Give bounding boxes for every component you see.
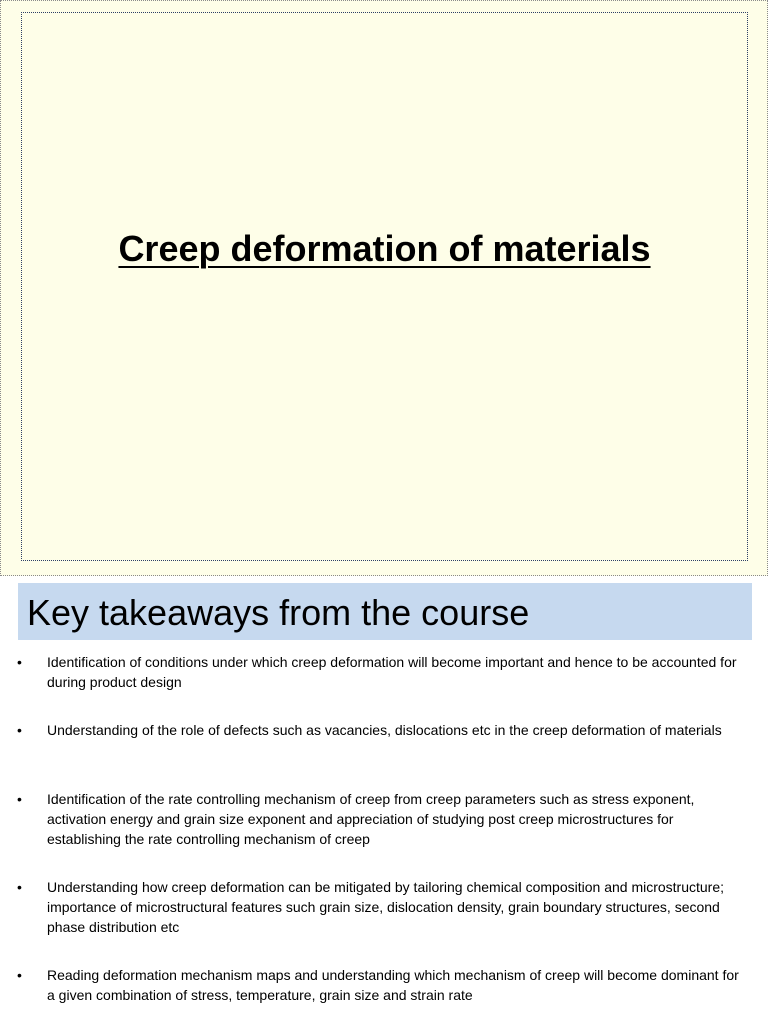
section-heading-banner <box>18 583 752 640</box>
list-item-text: Understanding of the role of defects such as vacancies, dislocations etc in the creep deformation of materials <box>47 722 722 738</box>
list-item-text: Identification of the rate controlling mechanism of creep from creep parameters such as stress exponent, activation energy and grain size exponent and appreciation of studying post creep microstructures for establishing the rate controlling mechanism of creep <box>47 791 695 847</box>
list-item-text: Identification of conditions under which creep deformation will become important and hence to be accounted for during product design <box>47 654 737 690</box>
list-item-text: Understanding how creep deformation can be mitigated by tailoring chemical composition and microstructure; importance of microstructural features such grain size, dislocation density, grain boundary structures, second phase distribution etc <box>47 879 725 935</box>
bullet-icon: • <box>17 967 22 983</box>
slide-title: Creep deformation of materials <box>118 228 651 269</box>
list-item-text: Reading deformation mechanism maps and understanding which mechanism of creep will become dominant for a given combination of stress, temperature, grain size and strain rate <box>47 967 739 1003</box>
section-heading: Key takeaways from the course <box>27 592 530 633</box>
bullet-icon: • <box>17 879 22 895</box>
bullet-icon: • <box>17 722 22 738</box>
bullet-icon: • <box>17 791 22 807</box>
title-placeholder-frame <box>21 12 748 561</box>
bullet-icon: • <box>17 654 22 670</box>
